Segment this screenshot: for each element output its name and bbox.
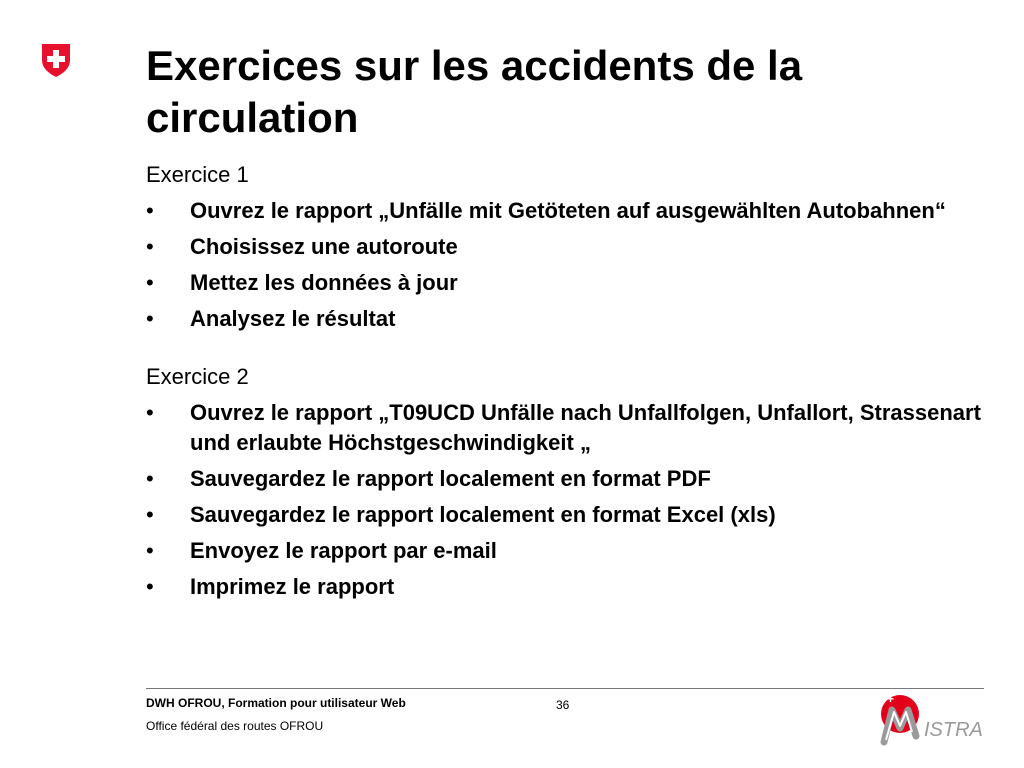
list-item-text: Analysez le résultat — [190, 306, 396, 331]
list-item — [146, 572, 986, 602]
swiss-flag-icon — [40, 42, 72, 78]
exercise-heading: Exercice 2 — [146, 364, 249, 389]
list-item-text: Sauvegardez le rapport localement en format PDF — [190, 466, 711, 491]
slide-title: Exercices sur les accidents de la circulation — [146, 42, 803, 141]
slide-content — [146, 160, 986, 608]
list-item-text: Ouvrez le rapport „Unfälle mit Getöteten auf ausgewählten Autobahnen“ — [190, 198, 946, 223]
bullet-icon: • — [146, 400, 154, 425]
svg-text:+: + — [887, 692, 895, 706]
bullet-icon: • — [146, 466, 154, 491]
list-item-text: Sauvegardez le rapport localement en format Excel (xls) — [190, 502, 776, 527]
list-item-text: Choisissez une autoroute — [190, 234, 458, 259]
list-item-text: Ouvrez le rapport „T09UCD Unfälle nach Unfallfolgen, Unfallort, Strassenart und erlaubte Höchstgeschwindigkeit „ — [190, 400, 981, 455]
exercise-1 — [146, 160, 986, 334]
list-item — [146, 398, 986, 458]
bullet-icon: • — [146, 574, 154, 599]
bullet-icon: • — [146, 270, 154, 295]
bullet-icon: • — [146, 502, 154, 527]
list-item — [146, 464, 986, 494]
list-item — [146, 196, 986, 226]
bullet-icon: • — [146, 234, 154, 259]
list-item — [146, 304, 986, 334]
mistra-logo-text: ISTRA — [924, 719, 983, 741]
mistra-logo-icon — [876, 690, 988, 746]
bullet-icon: • — [146, 538, 154, 563]
exercise-2-list — [146, 398, 986, 602]
footer-course-title: DWH OFROU, Formation pour utilisateur Web — [146, 696, 406, 710]
list-item-text: Envoyez le rapport par e-mail — [190, 538, 497, 563]
list-item — [146, 268, 986, 298]
footer-divider — [146, 688, 984, 689]
exercise-1-list — [146, 196, 986, 334]
list-item — [146, 536, 986, 566]
list-item — [146, 500, 986, 530]
exercise-2 — [146, 362, 986, 602]
exercise-heading: Exercice 1 — [146, 162, 249, 187]
list-item-text: Imprimez le rapport — [190, 574, 395, 599]
list-item — [146, 232, 986, 262]
footer-office-name: Office fédéral des routes OFROU — [146, 719, 324, 733]
page-number: 36 — [556, 698, 570, 712]
bullet-icon: • — [146, 198, 154, 223]
list-item-text: Mettez les données à jour — [190, 270, 458, 295]
bullet-icon: • — [146, 306, 154, 331]
